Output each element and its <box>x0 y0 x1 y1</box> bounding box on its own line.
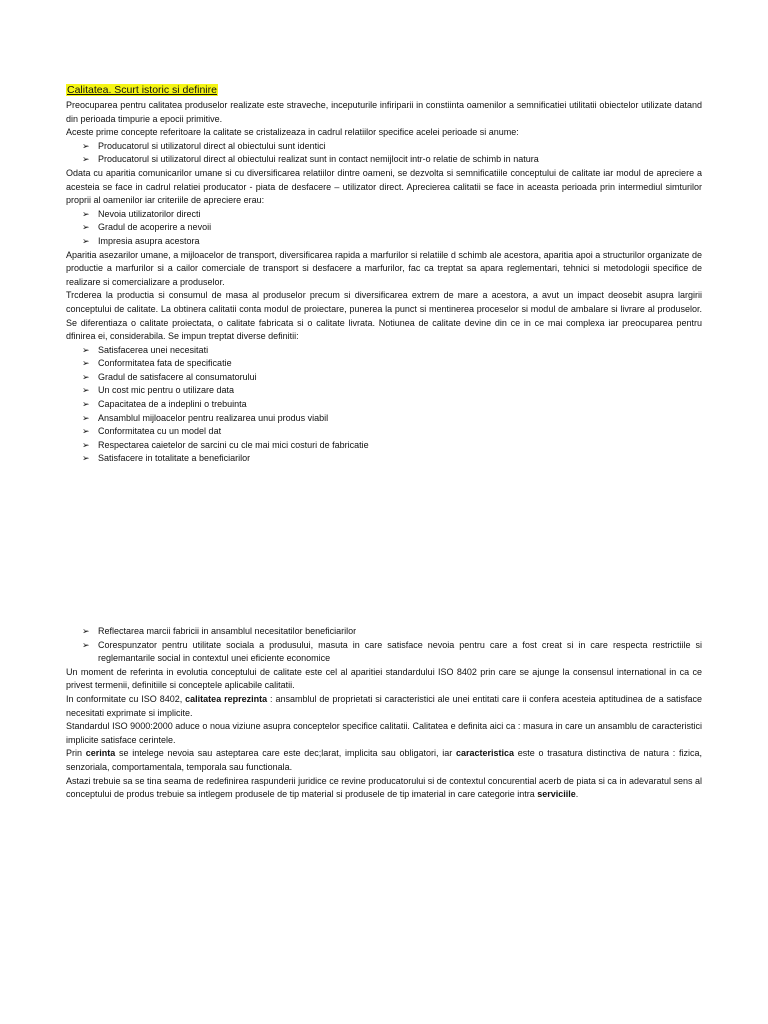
paragraph-today: Astazi trebuie sa se tina seama de redefinirea raspunderii juridice ce revine producatorului si de contextul concurential acerb de piata si ca in adevaratul sens al conceptului de produs trebuie sa intlegem produsele de tip material si produsele de tip imaterial in care categorie intra serviciile. <box>66 775 702 800</box>
arrow-bullet-icon: ➢ <box>82 235 90 246</box>
list-item: ➢ Conformitatea fata de specificatie <box>66 357 702 371</box>
list-item: ➢ Gradul de acoperire a nevoii <box>66 221 702 235</box>
arrow-bullet-icon: ➢ <box>82 639 90 650</box>
list-item: ➢ Respectarea caietelor de sarcini cu cle mai mici costuri de fabricatie <box>66 439 702 453</box>
arrow-bullet-icon: ➢ <box>82 154 90 165</box>
list-item: ➢ Corespunzator pentru utilitate sociala a produsului, masuta in care satisface nevoia pentru care a fost creat si in care respecta restrictiile si reglemantarile social in contextul unei eficiente economice <box>82 639 702 664</box>
list-item: ➢ Producatorul si utilizatorul direct al obiectului realizat sunt in contact nemijlocit intr-o relatie de schimb in natura <box>66 153 702 167</box>
paragraph-iso-8402-moment: Un moment de referinta in evolutia conceptului de calitate este cel al aparitiei standardului ISO 8402 prin care se ajunge la consensul international in ca ce privest termenii, definitiile si conceptele aplicabile calitatii. <box>66 666 702 691</box>
arrow-bullet-icon: ➢ <box>82 222 90 233</box>
arrow-bullet-icon: ➢ <box>82 371 90 382</box>
arrow-bullet-icon: ➢ <box>82 385 90 396</box>
arrow-bullet-icon: ➢ <box>82 453 90 464</box>
list-item: ➢ Nevoia utilizatorilor directi <box>66 208 702 222</box>
arrow-bullet-icon: ➢ <box>82 140 90 151</box>
paragraph-iso-9000: Standardul ISO 9000:2000 aduce o noua viziune asupra conceptelor specifice calitatii. Calitatea e definita aici ca : masura in care un ansamblu de caracteristici implicite satisface cerintele. <box>66 721 702 745</box>
list-item: ➢ Ansamblul mijloacelor pentru realizarea unui produs viabil <box>66 412 702 426</box>
document-title <box>66 83 702 97</box>
paragraph-iso-8402-definition: In conformitate cu ISO 8402, calitatea reprezinta : ansamblul de proprietati si caracteristici ale unei entitati care ii confera acesteia aptitudinea de a satisface necesitati exprimate si implicite. <box>66 693 703 718</box>
paragraph-intro-2: Aceste prime concepte referitoare la calitate se cristalizeaza in cadrul relatiilor specifice acelei perioade si anume: <box>66 127 519 138</box>
paragraph-settlements: Aparitia asezarilor umane, a mijloacelor de transport, diversificarea rapida a marfurilor si relatiile d schimb ale acestora, aparitia apoi a structurilor organizate de productie a marfurilor si a cailor comerciale de transport si desfacere a marfurilor, fac ca treptat sa apara reglementari, tehnici si metodologii specifice de realizare si comercializare a produselor. <box>66 249 702 287</box>
list-definitions <box>66 344 702 466</box>
arrow-bullet-icon: ➢ <box>82 358 90 369</box>
arrow-bullet-icon: ➢ <box>82 344 90 355</box>
highlighted-title: Calitatea. Scurt istoric si definire <box>67 84 217 96</box>
list-item: ➢ Satisfacere in totalitate a beneficiarilor <box>66 452 702 466</box>
arrow-bullet-icon: ➢ <box>82 426 90 437</box>
list-item: ➢ Impresia asupra acestora <box>66 235 702 249</box>
list-item: ➢ Producatorul si utilizatorul direct al obiectului sunt identici <box>66 140 702 154</box>
paragraph-requirement: Prin cerinta se intelege nevoia sau asteptarea care este dec;larat, implicita sau obligatori, iar caracteristica este o trasatura distinctiva de natura : fizica, senzoriala, comportamentala, temporala sau functionala. <box>66 748 702 772</box>
list-criteria <box>66 208 702 249</box>
paragraph-mass-production: Trcderea la productia si consumul de masa al produselor precum si diversificarea extrem de mare a acestora, a avut un impact deosebit asupra largirii conceptului de calitate. La obtinera calitatii conta modul de proiectare, punerea la punct si mentinerea proceselor si modul de ambalare si livrare al produselor. Se diferentiaza o calitate proiectata, o calitate fabricata si o calitate livrata. Notiunea de calitate devine din ce in ce mai complexa iar preocuparea pentru dfinirea ei, considerabila. Se impun treptat diverse definitii: <box>66 290 702 342</box>
document-page-bottom <box>66 625 702 802</box>
list-item: ➢ Gradul de satisfacere al consumatorului <box>66 371 702 385</box>
list-definitions-continued <box>66 625 702 666</box>
list-item: ➢ Satisfacerea unei necesitati <box>66 344 702 358</box>
arrow-bullet-icon: ➢ <box>82 399 90 410</box>
arrow-bullet-icon: ➢ <box>82 439 90 450</box>
list-item: ➢ Capacitatea de a indeplini o trebuinta <box>66 398 702 412</box>
arrow-bullet-icon: ➢ <box>82 412 90 423</box>
list-relations <box>66 140 702 167</box>
document-page-top <box>66 83 702 466</box>
paragraph-intro-1: Preocuparea pentru calitatea produselor realizate este straveche, inceputurile infiriparii in constiinta oamenilor a semnificatiei utilitatii obiectelor utilizate datand din perioada timpurie a epocii primitive. <box>66 100 702 124</box>
list-item: ➢ Conformitatea cu un model dat <box>66 425 702 439</box>
list-item: ➢ Un cost mic pentru o utilizare data <box>66 384 702 398</box>
paragraph-communications: Odata cu aparitia comunicarilor umane si cu diversificarea relatiilor dintre oameni, se dezvolta si semnificatiile conceptului de calitate iar modul de apreciere a acesteia se face in cadrul relatiei producator - piata de desfacere – utilizator direct. Aprecierea calitatii se face in aceasta perioada prin intermediul simturilor proprii al oamenilor iar criteriile de apreciere erau: <box>66 167 702 206</box>
list-item: ➢ Reflectarea marcii fabricii in ansamblul necesitatilor beneficiarilor <box>66 625 702 639</box>
arrow-bullet-icon: ➢ <box>82 208 90 219</box>
arrow-bullet-icon: ➢ <box>82 626 90 636</box>
